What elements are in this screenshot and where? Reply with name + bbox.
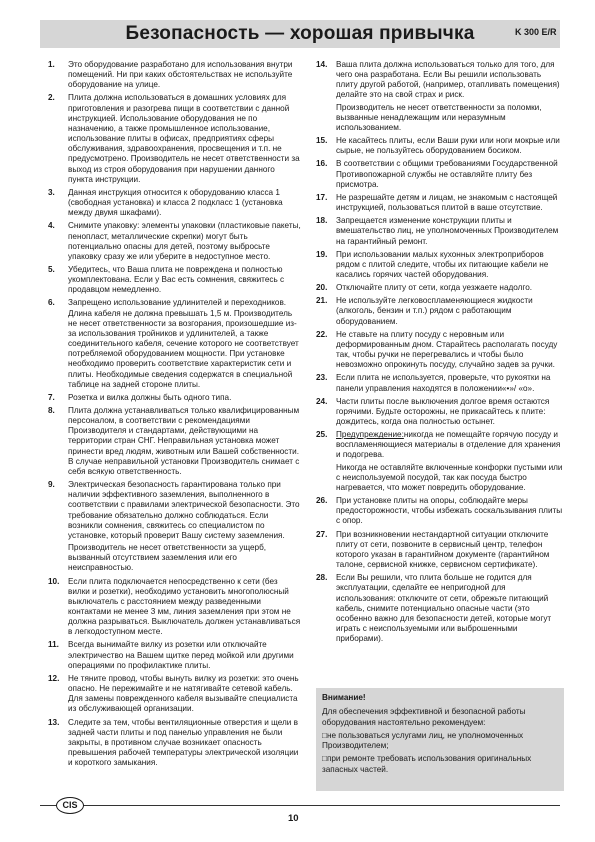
item-text: Не ставьте на плиту посуду с неровным или деформированным дном. Старайтесь располагать посуду так, чтобы ручки не перегревались и чтобы было невозможно опрокинуть посуду, случайно задев за ручки. [336, 329, 558, 370]
safety-item [316, 430, 564, 493]
item-text: Части плиты после выключения долгое время остаются горячими. Будьте осторожны, не прикасайтесь к плите: дождитесь, когда она полностью остынет. [336, 396, 550, 426]
safety-item [48, 718, 301, 769]
item-text: Не используйте легковоспламеняющиеся жидкости (алкоголь, бензин и т.п.) рядом с работающим оборудованием. [336, 296, 533, 326]
item-number: 23. [316, 373, 328, 383]
item-number: 12. [48, 673, 60, 683]
item-extra-text: Производитель не несет ответственности за ущерб, вызванный отсутствием заземления или его неисправностью. [68, 543, 267, 573]
item-number: 5. [48, 264, 55, 274]
item-text: Ваша плита должна использоваться только для того, для чего она разработана. Если Вы решили использовать плиту другой работой, (например, отапливать помещения) делайте это на свой страх и риск. [336, 60, 560, 100]
safety-item [48, 406, 301, 477]
item-text: В соответствии с общими требованиями Государственной Противопожарной службы не оставляйте плиту без присмотра. [336, 159, 558, 189]
item-number: 1. [48, 60, 55, 69]
header-bar [40, 20, 560, 48]
safety-item [316, 296, 564, 326]
warning-label: Предупреждение: [336, 430, 404, 440]
item-number: 20. [316, 283, 328, 293]
item-number: 22. [316, 329, 328, 339]
safety-item [48, 221, 301, 262]
item-number: 9. [48, 480, 55, 490]
item-text: Запрещается изменение конструкции плиты и вмешательство лиц, не уполномоченных Производителем на гарантийный ремонт. [336, 216, 559, 246]
safety-item [48, 298, 301, 389]
safety-item [316, 330, 564, 371]
safety-item [48, 674, 301, 715]
item-number: 2. [48, 93, 55, 103]
item-text: Плита должна использоваться в домашних условиях для приготовления и разогрева пищи в соответствии с данной инструкцией. Использование оборудования не по назначению, а также промышленное использование, использование плиты в офисах, предприятиях сферы обслуживания, здравоохранения, просвещения и т.п. не предусмотрено. Производитель не несет ответственности за выход из строя оборудования при нарушении данного пункта инструкции. [68, 93, 300, 184]
left-column [48, 60, 301, 771]
item-number: 18. [316, 216, 328, 226]
item-number: 24. [316, 396, 328, 406]
safety-item [316, 397, 564, 427]
safety-item [48, 60, 301, 90]
item-text: Следите за тем, чтобы вентиляционные отверстия и щели в задней части плиты и под панелью управления не были закрыты, в противном случае возникает опасность превышения рабочей температуры электрической изоляции и короткого замыкания. [68, 717, 299, 768]
page-number: 10 [288, 813, 299, 824]
item-number: 25. [316, 430, 328, 440]
item-number: 19. [316, 249, 328, 259]
item-number: 28. [316, 573, 328, 583]
item-number: 11. [48, 640, 59, 650]
item-number: 10. [48, 576, 60, 586]
region-badge: CIS [56, 797, 84, 814]
footer-divider [40, 805, 560, 806]
item-text: Электрическая безопасность гарантирована только при наличии эффективного заземления, выполненного в соответствии с правилами электрической безопасности. Это требование обязательно должно соблюдаться. Если возникли сомнения, свяжитесь со специалистом по установке, который проверит Вашу систему заземления. [68, 480, 300, 540]
item-number: 6. [48, 298, 55, 308]
item-text: Не тяните провод, чтобы вынуть вилку из розетки: это очень опасно. Не пережимайте и не натягивайте сетевой кабель. Для замены поврежденного кабеля вызывайте специалиста из обслуживающей организации. [68, 673, 299, 714]
item-text: Не касайтесь плиты, если Ваши руки или ноги мокрые или сырые, не пользуйтесь оборудованием босиком. [336, 136, 560, 156]
item-text: Если плита подключается непосредственно к сети (без вилки и розетки), необходимо установить многополюсный выключатель с расстоянием между разведенными контактами не менее 3 мм, линия заземления при этом не должна разрываться. Выключатель должен устанавливаться в легкодоступном месте. [68, 576, 301, 637]
item-text: никогда не помещайте горячую посуду и воспламеняющиеся материалы в отделение для хранения и подогрева. [336, 430, 561, 460]
safety-item [316, 283, 564, 293]
item-number: 3. [48, 187, 55, 197]
item-text: Это оборудование разработано для использования внутри помещений. Ни при каких обстоятельствах не используйте оборудование на улице. [68, 60, 293, 90]
item-extra-text: Производитель не несет ответственности за поломки, вызванные ненадлежащим или неразумным использованием. [336, 102, 542, 132]
item-number: 13. [48, 717, 60, 727]
item-text: Убедитесь, что Ваша плита не повреждена и полностью укомплектована. Если у Вас есть сомнения, свяжитесь с продавцом немедленно. [68, 264, 285, 295]
attention-intro: Для обеспечения эффективной и безопасной работы оборудования настоятельно рекомендуем: [322, 707, 526, 727]
safety-item [316, 573, 564, 644]
model-code: K 300 E/R [515, 27, 557, 37]
item-number: 26. [316, 496, 328, 506]
safety-item [316, 496, 564, 526]
safety-item [316, 216, 564, 246]
item-text: Плита должна устанавливаться только квалифицированным персоналом, в соответствии с рекомендациями Производителя и стандартами, действующими на территории стран СНГ. Неправильная установка может принести вред людям, животным или Вашей собственности. В случае неправильной установки Производитель снимает с себя всякую ответственность. [68, 406, 300, 476]
safety-list-right [316, 60, 564, 644]
safety-item [48, 393, 301, 403]
safety-item [48, 577, 301, 638]
safety-list-left [48, 60, 301, 768]
item-text: При использовании малых кухонных электроприборов рядом с плитой следите, чтобы их питающие кабели не касались горячих частей оборудования. [336, 249, 549, 279]
item-text: Розетка и вилка должны быть одного типа. [68, 392, 232, 402]
item-text: При установке плиты на опоры, соблюдайте меры предосторожности, чтобы избежать соскальзывания плиты с опор. [336, 496, 563, 526]
safety-item [48, 188, 301, 218]
safety-item [48, 93, 301, 184]
item-number: 7. [48, 392, 55, 402]
safety-item [48, 640, 301, 670]
safety-item [48, 480, 301, 573]
safety-item [48, 265, 301, 295]
item-text: Не разрешайте детям и лицам, не знакомым с настоящей инструкцией, пользоваться плитой в ваше отсутствие. [336, 192, 558, 213]
item-extra-text: Никогда не оставляйте включенные конфорки пустыми или с неиспользуемой посудой, так как посуда быстро нагревается, что может повредить оборудование. [336, 462, 563, 492]
item-text: Данная инструкция относится к оборудованию класса 1 (свободная установка) и класса 2 подкласс 1 (установка между двумя шкафами). [68, 187, 283, 218]
attention-item: □при ремонте требовать использования оригинальных запасных частей. [322, 754, 532, 774]
safety-item [316, 159, 564, 189]
item-text: Отключайте плиту от сети, когда уезжаете надолго. [336, 283, 533, 293]
item-number: 8. [48, 406, 55, 415]
safety-item [316, 60, 564, 133]
safety-item [316, 193, 564, 213]
safety-item [316, 250, 564, 280]
safety-item [316, 136, 564, 156]
item-number: 27. [316, 529, 328, 539]
page-title: Безопасность — хорошая привычка [125, 23, 475, 44]
item-text: Если плита не используется, проверьте, что рукоятки на панели управления находятся в положении«•»/ «o». [336, 373, 551, 393]
item-number: 4. [48, 221, 55, 231]
attention-title: Внимание! [322, 693, 366, 702]
attention-item: □не пользоваться услугами лиц, не уполномоченных Производителем; [322, 730, 524, 751]
item-text: Снимите упаковку: элементы упаковки (пластиковые пакеты, пенопласт, металлические скрепки) могут быть потенциально опасны для детей, поэтому выбросьте упаковку сразу же или уберите в недоступное место. [68, 221, 301, 261]
item-number: 16. [316, 159, 328, 169]
item-text: При возникновении нестандартной ситуации отключите плиту от сети, позвоните в сервисный центр, телефон которого указан в гарантийном документе (гарантийном талоне, сервисной книжке, сервисном сертификате). [336, 529, 550, 570]
item-text: Запрещено использование удлинителей и переходников. Длина кабеля не должна превышать 1,5 м. Производитель не несет ответственности за возгорания, произошедшие из-за использования тройников и удлинителей, а также соединительного кабеля, сечение которого не соответствует потребляемой оборудованием мощности. При установке необходимо проверить соответствие характеристик сети и плиты. Необходимые сведения содержатся в специальной таблице на задней стороне плиты. [68, 298, 299, 389]
item-number: 17. [316, 192, 328, 202]
safety-item [316, 530, 564, 571]
item-text: Всегда вынимайте вилку из розетки или отключайте электричество на Вашем щитке перед мойкой или другими операциями по профилактике плиты. [68, 640, 294, 670]
item-text: Если Вы решили, что плита больше не годится для эксплуатации, сделайте ее непригодной для использования: отключите от сети, обрежьте питающий кабель, снимите потенциально опасные части (это особенно важно для безопасности детей, которые могут играть с неиспользуемыми или выброшенными приборами). [336, 573, 552, 644]
item-number: 15. [316, 136, 328, 146]
item-number: 14. [316, 60, 328, 69]
attention-box [316, 688, 564, 791]
right-column [316, 60, 564, 647]
safety-item [316, 373, 564, 393]
item-number: 21. [316, 296, 328, 306]
